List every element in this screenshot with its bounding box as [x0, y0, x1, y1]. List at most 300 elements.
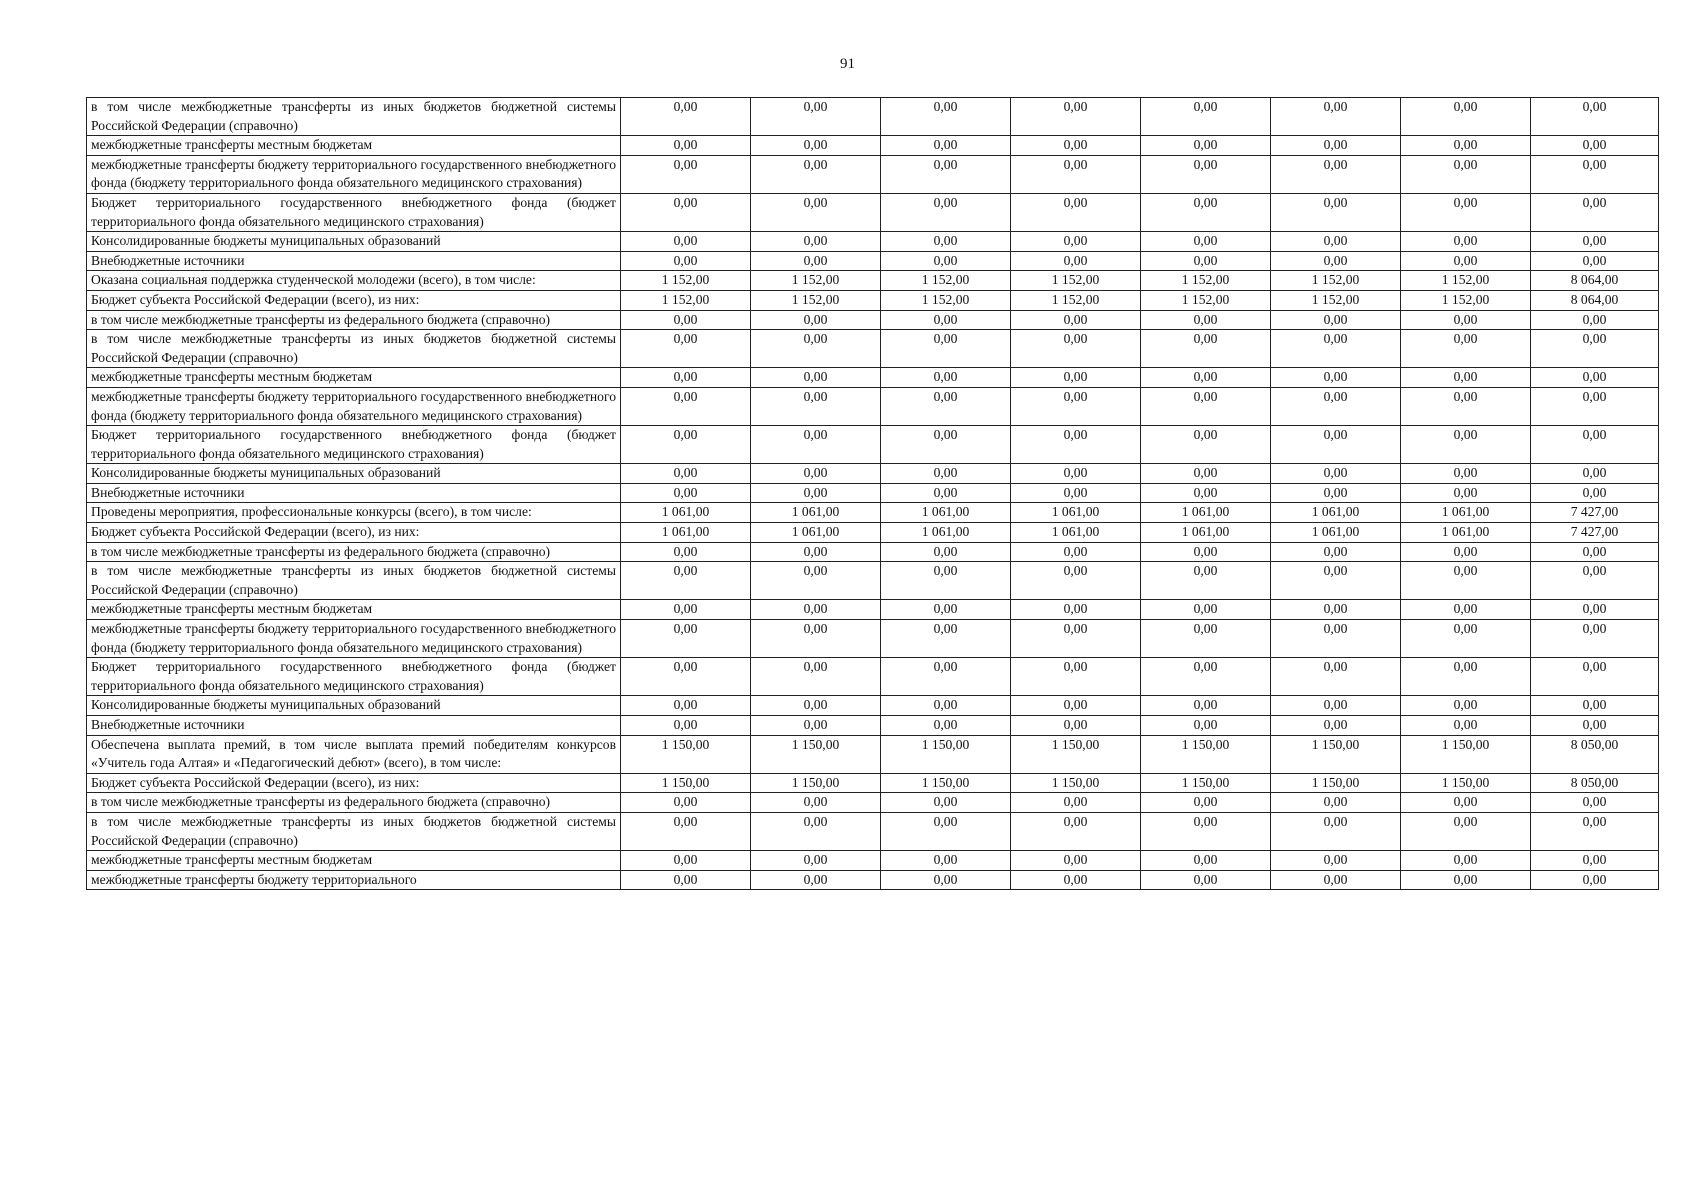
row-year-value: 0,00: [621, 620, 751, 658]
table-body: [87, 98, 1659, 890]
row-year-value: 0,00: [881, 251, 1011, 271]
row-label: Бюджет субъекта Российской Федерации (всего), из них:: [87, 773, 621, 793]
row-year-value: 0,00: [1271, 98, 1401, 136]
row-year-value: 0,00: [1401, 870, 1531, 890]
row-year-value: 0,00: [1401, 310, 1531, 330]
row-total-value: 0,00: [1531, 330, 1659, 368]
row-year-value: 0,00: [1271, 155, 1401, 193]
row-year-value: 0,00: [621, 155, 751, 193]
row-total-value: 0,00: [1531, 542, 1659, 562]
row-year-value: 0,00: [1271, 620, 1401, 658]
table-row: [87, 271, 1659, 291]
row-year-value: 0,00: [751, 330, 881, 368]
row-year-value: 1 152,00: [881, 271, 1011, 291]
row-total-value: 0,00: [1531, 136, 1659, 156]
row-year-value: 0,00: [881, 310, 1011, 330]
row-year-value: 0,00: [1011, 870, 1141, 890]
row-year-value: 0,00: [1401, 464, 1531, 484]
row-year-value: 0,00: [1011, 851, 1141, 871]
row-year-value: 0,00: [1271, 464, 1401, 484]
row-total-value: 0,00: [1531, 155, 1659, 193]
row-year-value: 1 152,00: [1011, 271, 1141, 291]
row-year-value: 0,00: [1401, 600, 1531, 620]
row-year-value: 1 061,00: [881, 523, 1011, 543]
row-year-value: 1 061,00: [1011, 503, 1141, 523]
row-year-value: 0,00: [1401, 232, 1531, 252]
table-row: [87, 773, 1659, 793]
row-year-value: 0,00: [1011, 330, 1141, 368]
row-year-value: 0,00: [1401, 368, 1531, 388]
row-year-value: 0,00: [1271, 368, 1401, 388]
row-year-value: 0,00: [1011, 562, 1141, 600]
table-row: [87, 232, 1659, 252]
row-year-value: 0,00: [621, 232, 751, 252]
row-year-value: 1 152,00: [1011, 290, 1141, 310]
row-year-value: 0,00: [1271, 870, 1401, 890]
row-year-value: 0,00: [621, 368, 751, 388]
row-label: межбюджетные трансферты местным бюджетам: [87, 136, 621, 156]
row-year-value: 0,00: [1401, 851, 1531, 871]
row-year-value: 0,00: [881, 368, 1011, 388]
row-year-value: 0,00: [751, 542, 881, 562]
row-year-value: 0,00: [621, 870, 751, 890]
row-label: Консолидированные бюджеты муниципальных образований: [87, 696, 621, 716]
row-total-value: 7 427,00: [1531, 523, 1659, 543]
row-year-value: 1 061,00: [1271, 523, 1401, 543]
row-year-value: 0,00: [751, 251, 881, 271]
row-year-value: 0,00: [1011, 251, 1141, 271]
row-year-value: 0,00: [1401, 251, 1531, 271]
row-year-value: 0,00: [1011, 98, 1141, 136]
row-total-value: 7 427,00: [1531, 503, 1659, 523]
row-year-value: 0,00: [621, 98, 751, 136]
row-year-value: 0,00: [881, 483, 1011, 503]
row-year-value: 0,00: [1141, 387, 1271, 425]
row-year-value: 1 150,00: [1141, 773, 1271, 793]
row-label: Консолидированные бюджеты муниципальных образований: [87, 464, 621, 484]
row-year-value: 0,00: [1141, 136, 1271, 156]
row-year-value: 0,00: [1401, 98, 1531, 136]
row-total-value: 0,00: [1531, 620, 1659, 658]
row-year-value: 0,00: [621, 193, 751, 231]
row-year-value: 0,00: [1401, 426, 1531, 464]
row-year-value: 0,00: [1271, 658, 1401, 696]
row-label: в том числе межбюджетные трансферты из федерального бюджета (справочно): [87, 793, 621, 813]
table-row: [87, 503, 1659, 523]
row-total-value: 0,00: [1531, 368, 1659, 388]
row-year-value: 0,00: [1141, 600, 1271, 620]
row-total-value: 0,00: [1531, 464, 1659, 484]
row-label: Бюджет субъекта Российской Федерации (всего), из них:: [87, 523, 621, 543]
table-row: [87, 387, 1659, 425]
row-total-value: 0,00: [1531, 251, 1659, 271]
row-year-value: 0,00: [1011, 716, 1141, 736]
row-year-value: 0,00: [1141, 98, 1271, 136]
row-year-value: 0,00: [881, 812, 1011, 850]
row-year-value: 0,00: [1011, 696, 1141, 716]
row-label: в том числе межбюджетные трансферты из иных бюджетов бюджетной системы Российской Федерации (справочно): [87, 562, 621, 600]
row-year-value: 1 061,00: [751, 503, 881, 523]
row-year-value: 0,00: [1141, 716, 1271, 736]
row-year-value: 0,00: [751, 696, 881, 716]
row-total-value: 0,00: [1531, 426, 1659, 464]
table-row: [87, 658, 1659, 696]
row-year-value: 0,00: [1011, 193, 1141, 231]
row-year-value: 0,00: [881, 330, 1011, 368]
row-year-value: 0,00: [881, 232, 1011, 252]
row-year-value: 0,00: [1401, 793, 1531, 813]
row-year-value: 0,00: [1011, 483, 1141, 503]
row-year-value: 0,00: [621, 696, 751, 716]
row-year-value: 0,00: [881, 98, 1011, 136]
row-year-value: 0,00: [1271, 812, 1401, 850]
table-row: [87, 483, 1659, 503]
row-year-value: 0,00: [1011, 136, 1141, 156]
row-year-value: 1 152,00: [751, 290, 881, 310]
row-year-value: 0,00: [1401, 620, 1531, 658]
row-year-value: 0,00: [1141, 464, 1271, 484]
row-label: в том числе межбюджетные трансферты из федерального бюджета (справочно): [87, 542, 621, 562]
row-year-value: 0,00: [751, 658, 881, 696]
row-year-value: 0,00: [621, 387, 751, 425]
row-year-value: 1 152,00: [1271, 290, 1401, 310]
row-year-value: 0,00: [621, 330, 751, 368]
row-year-value: 0,00: [1141, 155, 1271, 193]
row-label: межбюджетные трансферты местным бюджетам: [87, 600, 621, 620]
row-total-value: 0,00: [1531, 851, 1659, 871]
row-year-value: 0,00: [1011, 812, 1141, 850]
row-year-value: 0,00: [1271, 562, 1401, 600]
row-total-value: 0,00: [1531, 387, 1659, 425]
row-year-value: 0,00: [621, 812, 751, 850]
table-row: [87, 716, 1659, 736]
row-year-value: 0,00: [1271, 600, 1401, 620]
row-year-value: 0,00: [751, 387, 881, 425]
row-year-value: 0,00: [621, 426, 751, 464]
table-row: [87, 464, 1659, 484]
row-year-value: 0,00: [881, 716, 1011, 736]
table-row: [87, 368, 1659, 388]
row-year-value: 0,00: [1011, 793, 1141, 813]
row-year-value: 0,00: [1271, 232, 1401, 252]
row-year-value: 0,00: [751, 793, 881, 813]
row-year-value: 0,00: [621, 483, 751, 503]
row-year-value: 0,00: [1271, 251, 1401, 271]
row-year-value: 0,00: [881, 696, 1011, 716]
table-row: [87, 793, 1659, 813]
row-year-value: 0,00: [881, 620, 1011, 658]
row-year-value: 1 061,00: [1141, 503, 1271, 523]
row-year-value: 0,00: [1401, 542, 1531, 562]
row-label: межбюджетные трансферты бюджету территориального государственного внебюджетного фонда (бюджету территориального фонда обязательного медицинского страхования): [87, 155, 621, 193]
row-year-value: 0,00: [1271, 483, 1401, 503]
row-year-value: 1 150,00: [1271, 773, 1401, 793]
row-year-value: 0,00: [1011, 620, 1141, 658]
table-row: [87, 155, 1659, 193]
row-year-value: 0,00: [1401, 330, 1531, 368]
row-year-value: 0,00: [751, 193, 881, 231]
row-year-value: 1 150,00: [1401, 735, 1531, 773]
row-year-value: 0,00: [1271, 136, 1401, 156]
row-year-value: 1 150,00: [881, 773, 1011, 793]
row-label: Внебюджетные источники: [87, 483, 621, 503]
table-row: [87, 735, 1659, 773]
row-year-value: 0,00: [1401, 483, 1531, 503]
row-year-value: 1 150,00: [1011, 773, 1141, 793]
row-year-value: 0,00: [1271, 851, 1401, 871]
row-year-value: 1 061,00: [881, 503, 1011, 523]
row-year-value: 0,00: [881, 387, 1011, 425]
row-label: Проведены мероприятия, профессиональные конкурсы (всего), в том числе:: [87, 503, 621, 523]
row-label: в том числе межбюджетные трансферты из иных бюджетов бюджетной системы Российской Федерации (справочно): [87, 330, 621, 368]
table-row: [87, 812, 1659, 850]
table-row: [87, 426, 1659, 464]
row-year-value: 0,00: [1011, 387, 1141, 425]
row-year-value: 1 152,00: [1271, 271, 1401, 291]
row-year-value: 1 150,00: [1401, 773, 1531, 793]
row-year-value: 0,00: [751, 464, 881, 484]
row-total-value: 0,00: [1531, 812, 1659, 850]
row-year-value: 1 150,00: [1271, 735, 1401, 773]
row-label: в том числе межбюджетные трансферты из федерального бюджета (справочно): [87, 310, 621, 330]
row-year-value: 0,00: [751, 562, 881, 600]
row-label: в том числе межбюджетные трансферты из иных бюджетов бюджетной системы Российской Федерации (справочно): [87, 98, 621, 136]
row-year-value: 0,00: [1141, 483, 1271, 503]
row-year-value: 0,00: [1141, 310, 1271, 330]
row-year-value: 1 152,00: [1401, 290, 1531, 310]
table-row: [87, 620, 1659, 658]
row-total-value: 0,00: [1531, 716, 1659, 736]
row-year-value: 0,00: [881, 542, 1011, 562]
row-total-value: 0,00: [1531, 696, 1659, 716]
row-label: межбюджетные трансферты бюджету территориального государственного внебюджетного фонда (бюджету территориального фонда обязательного медицинского страхования): [87, 620, 621, 658]
row-total-value: 8 064,00: [1531, 271, 1659, 291]
row-year-value: 0,00: [751, 368, 881, 388]
row-label: межбюджетные трансферты местным бюджетам: [87, 851, 621, 871]
row-total-value: 0,00: [1531, 483, 1659, 503]
row-total-value: 0,00: [1531, 310, 1659, 330]
row-year-value: 0,00: [1401, 562, 1531, 600]
row-year-value: 0,00: [1141, 658, 1271, 696]
table-row: [87, 523, 1659, 543]
row-year-value: 1 152,00: [621, 290, 751, 310]
row-year-value: 0,00: [1011, 464, 1141, 484]
budget-table: [86, 97, 1659, 890]
row-year-value: 1 061,00: [1141, 523, 1271, 543]
row-year-value: 1 152,00: [621, 271, 751, 291]
row-year-value: 1 061,00: [1401, 523, 1531, 543]
row-year-value: 1 150,00: [751, 773, 881, 793]
row-year-value: 0,00: [1141, 193, 1271, 231]
row-year-value: 0,00: [881, 658, 1011, 696]
row-year-value: 1 061,00: [621, 503, 751, 523]
row-year-value: 0,00: [621, 251, 751, 271]
row-year-value: 0,00: [751, 600, 881, 620]
row-year-value: 0,00: [1011, 426, 1141, 464]
table-row: [87, 251, 1659, 271]
row-year-value: 1 152,00: [1401, 271, 1531, 291]
table-row: [87, 98, 1659, 136]
row-year-value: 0,00: [881, 793, 1011, 813]
row-year-value: 0,00: [1141, 870, 1271, 890]
row-year-value: 0,00: [1141, 793, 1271, 813]
row-year-value: 0,00: [751, 426, 881, 464]
row-label: Оказана социальная поддержка студенческой молодежи (всего), в том числе:: [87, 271, 621, 291]
row-year-value: 0,00: [881, 870, 1011, 890]
row-year-value: 1 061,00: [751, 523, 881, 543]
row-label: Бюджет территориального государственного внебюджетного фонда (бюджет территориального фонда обязательного медицинского страхования): [87, 426, 621, 464]
row-year-value: 0,00: [881, 600, 1011, 620]
table-row: [87, 870, 1659, 890]
row-year-value: 0,00: [1271, 793, 1401, 813]
table-row: [87, 851, 1659, 871]
row-year-value: 0,00: [1011, 232, 1141, 252]
table-row: [87, 330, 1659, 368]
row-total-value: 0,00: [1531, 562, 1659, 600]
row-year-value: 0,00: [1401, 658, 1531, 696]
row-year-value: 0,00: [881, 562, 1011, 600]
row-year-value: 0,00: [751, 310, 881, 330]
row-year-value: 0,00: [621, 136, 751, 156]
row-label: межбюджетные трансферты местным бюджетам: [87, 368, 621, 388]
row-year-value: 0,00: [1401, 696, 1531, 716]
row-label: межбюджетные трансферты бюджету территориального государственного внебюджетного фонда (бюджету территориального фонда обязательного медицинского страхования): [87, 387, 621, 425]
row-year-value: 1 061,00: [621, 523, 751, 543]
row-year-value: 1 152,00: [751, 271, 881, 291]
row-year-value: 0,00: [1271, 387, 1401, 425]
row-label: межбюджетные трансферты бюджету территориального: [87, 870, 621, 890]
row-year-value: 0,00: [621, 793, 751, 813]
row-year-value: 0,00: [1401, 193, 1531, 231]
page-number: 91: [840, 56, 855, 72]
row-label: Бюджет субъекта Российской Федерации (всего), из них:: [87, 290, 621, 310]
table-row: [87, 136, 1659, 156]
row-total-value: 0,00: [1531, 658, 1659, 696]
table-row: [87, 696, 1659, 716]
row-year-value: 0,00: [1011, 310, 1141, 330]
row-total-value: 0,00: [1531, 600, 1659, 620]
row-year-value: 0,00: [1271, 310, 1401, 330]
row-year-value: 0,00: [621, 562, 751, 600]
row-year-value: 0,00: [1141, 232, 1271, 252]
row-year-value: 0,00: [1271, 716, 1401, 736]
row-year-value: 0,00: [1011, 600, 1141, 620]
row-year-value: 0,00: [621, 464, 751, 484]
row-year-value: 0,00: [1011, 368, 1141, 388]
row-year-value: 0,00: [1141, 696, 1271, 716]
row-year-value: 0,00: [751, 136, 881, 156]
row-label: Обеспечена выплата премий, в том числе выплата премий победителям конкурсов «Учитель года Алтая» и «Педагогический дебют» (всего), в том числе:: [87, 735, 621, 773]
row-year-value: 0,00: [751, 620, 881, 658]
row-year-value: 0,00: [1401, 716, 1531, 736]
table-row: [87, 542, 1659, 562]
row-year-value: 0,00: [881, 155, 1011, 193]
table-row: [87, 310, 1659, 330]
row-year-value: 0,00: [1271, 330, 1401, 368]
row-year-value: 1 150,00: [621, 773, 751, 793]
row-total-value: 0,00: [1531, 193, 1659, 231]
row-year-value: 0,00: [751, 812, 881, 850]
row-year-value: 0,00: [1011, 658, 1141, 696]
row-year-value: 1 150,00: [1141, 735, 1271, 773]
row-label: Бюджет территориального государственного внебюджетного фонда (бюджет территориального фонда обязательного медицинского страхования): [87, 658, 621, 696]
row-year-value: 0,00: [751, 483, 881, 503]
row-year-value: 1 150,00: [1011, 735, 1141, 773]
row-year-value: 0,00: [751, 870, 881, 890]
row-total-value: 0,00: [1531, 793, 1659, 813]
row-total-value: 8 050,00: [1531, 735, 1659, 773]
row-year-value: 0,00: [1401, 136, 1531, 156]
row-year-value: 0,00: [881, 426, 1011, 464]
row-year-value: 0,00: [751, 851, 881, 871]
row-year-value: 0,00: [751, 716, 881, 736]
row-year-value: 0,00: [1401, 387, 1531, 425]
row-total-value: 8 064,00: [1531, 290, 1659, 310]
row-year-value: 0,00: [621, 716, 751, 736]
table-row: [87, 193, 1659, 231]
row-year-value: 0,00: [1141, 562, 1271, 600]
table-row: [87, 290, 1659, 310]
row-total-value: 0,00: [1531, 98, 1659, 136]
row-year-value: 0,00: [1141, 620, 1271, 658]
row-year-value: 0,00: [1141, 251, 1271, 271]
row-year-value: 0,00: [621, 658, 751, 696]
row-year-value: 0,00: [1141, 426, 1271, 464]
row-year-value: 1 150,00: [621, 735, 751, 773]
row-year-value: 0,00: [621, 310, 751, 330]
row-label: Внебюджетные источники: [87, 251, 621, 271]
row-year-value: 0,00: [1141, 330, 1271, 368]
row-year-value: 0,00: [881, 136, 1011, 156]
row-year-value: 0,00: [1271, 426, 1401, 464]
row-label: Консолидированные бюджеты муниципальных образований: [87, 232, 621, 252]
row-label: Внебюджетные источники: [87, 716, 621, 736]
row-total-value: 0,00: [1531, 870, 1659, 890]
row-year-value: 1 152,00: [1141, 290, 1271, 310]
row-year-value: 0,00: [751, 232, 881, 252]
row-year-value: 1 061,00: [1011, 523, 1141, 543]
row-total-value: 8 050,00: [1531, 773, 1659, 793]
row-year-value: 0,00: [1141, 542, 1271, 562]
row-year-value: 0,00: [621, 600, 751, 620]
row-year-value: 0,00: [1271, 193, 1401, 231]
row-year-value: 0,00: [621, 851, 751, 871]
row-year-value: 1 061,00: [1401, 503, 1531, 523]
row-year-value: 0,00: [1141, 812, 1271, 850]
row-year-value: 0,00: [1271, 542, 1401, 562]
row-year-value: 0,00: [1141, 368, 1271, 388]
row-year-value: 0,00: [1271, 696, 1401, 716]
row-year-value: 0,00: [1011, 542, 1141, 562]
row-year-value: 0,00: [1011, 155, 1141, 193]
row-year-value: 0,00: [1401, 155, 1531, 193]
row-year-value: 1 150,00: [751, 735, 881, 773]
row-year-value: 1 061,00: [1271, 503, 1401, 523]
row-year-value: 0,00: [751, 155, 881, 193]
row-year-value: 0,00: [1401, 812, 1531, 850]
row-total-value: 0,00: [1531, 232, 1659, 252]
table-row: [87, 600, 1659, 620]
row-year-value: 1 152,00: [1141, 271, 1271, 291]
row-year-value: 0,00: [1141, 851, 1271, 871]
row-year-value: 0,00: [881, 851, 1011, 871]
row-year-value: 0,00: [881, 464, 1011, 484]
row-year-value: 0,00: [881, 193, 1011, 231]
row-year-value: 1 152,00: [881, 290, 1011, 310]
row-year-value: 0,00: [621, 542, 751, 562]
table-row: [87, 562, 1659, 600]
row-year-value: 0,00: [751, 98, 881, 136]
